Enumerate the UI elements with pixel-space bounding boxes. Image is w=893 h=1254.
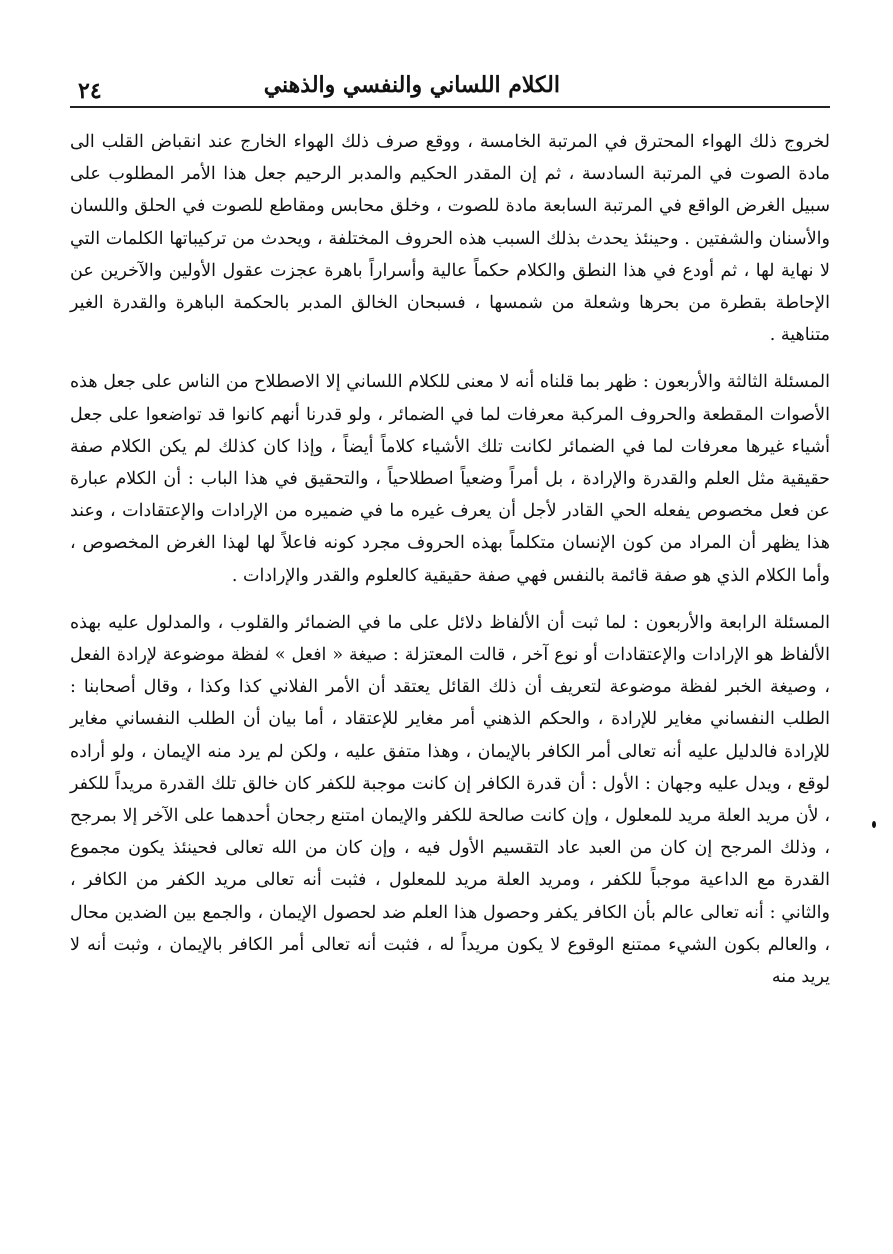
running-title: الكلام اللساني والنفسي والذهني — [263, 72, 560, 98]
running-header — [70, 60, 830, 108]
paragraph-3: المسئلة الرابعة والأربعون : لما ثبت أن الألفاظ دلائل على ما في الضمائر والقلوب ، والمدلول عليه بهذه الألفاظ هو الإرادات والإعتقادات أو نوع آخر ، قالت المعتزلة : صيغة « افعل » لفظة موضوعة لإرادة الفعل ، وصيغة الخبر لفظة موضوعة لتعريف أن ذلك القائل يعتقد أن الأمر الفلاني كذا وكذا ، وقال أصحابنا : الطلب النفساني مغاير للإرادة ، والحكم الذهني أمر مغاير للإعتقاد ، أما بيان أن الطلب النفساني مغاير للإرادة فالدليل عليه أنه تعالى أمر الكافر بالإيمان ، وهذا متفق عليه ، ولكن لم يرد منه الإيمان ، ولو أراده لوقع ، ويدل عليه وجهان : الأول : أن قدرة الكافر إن كانت موجبة للكفر كان خالق تلك القدرة مريداً للكفر ، لأن مريد العلة مريد للمعلول ، وإن كانت صالحة للكفر والإيمان امتنع رجحان أحدهما على الآخر إلا بمرجح ، وذلك المرجح إن كان من العبد عاد التقسيم الأول فيه ، وإن كان من الله تعالى فحينئذ يكون مجموع القدرة مع الداعية موجباً للكفر ، ومريد العلة مريد للمعلول ، فثبت أنه تعالى مريد الكفر من الكافر ، والثاني : أنه تعالى عالم بأن الكافر يكفر وحصول هذا العلم ضد لحصول الإيمان ، والجمع بين الضدين محال ، والعالم بكون الشيء ممتنع الوقوع لا يكون مريداً له ، فثبت أنه تعالى أمر الكافر بالإيمان ، وثبت أنه لا يريد منه — [70, 612, 830, 988]
page-number: ٢٤ — [78, 78, 102, 104]
paragraph-2: المسئلة الثالثة والأربعون : ظهر بما قلناه أنه لا معنى للكلام اللساني إلا الاصطلاح من الناس على جعل هذه الأصوات المقطعة والحروف المركبة معرفات لما في الضمائر ، ولو قدرنا أنهم كانوا قد تواضعوا على جعل أشياء غيرها معرفات لما في الضمائر لكانت تلك الأشياء كلاماً أيضاً ، وإذا كان كذلك لم يكن الكلام صفة حقيقية مثل العلم والقدرة والإرادة ، بل أمراً وضعياً اصطلاحياً ، والتحقيق في هذا الباب : أن الكلام عبارة عن فعل مخصوص يفعله الحي القادر لأجل أن يعرف غيره ما في ضميره من الإرادات والإعتقادات ، وعند هذا يظهر أن المراد من كون الإنسان متكلماً بهذه الحروف مجرد كونه فاعلاً لها لهذا الغرض المخصوص ، وأما الكلام الذي هو صفة قائمة بالنفس فهي صفة حقيقية كالعلوم والقدر والإرادات . — [70, 372, 830, 586]
paragraph-1: لخروج ذلك الهواء المحترق في المرتبة الخامسة ، ووقع صرف ذلك الهواء الخارج عند انقباض القلب الى مادة الصوت في المرتبة السادسة ، ثم إن المقدر الحكيم والمدبر الرحيم جعل هذا الأمر المطلوب على سبيل الغرض الواقع في المرتبة السابعة مادة للصوت ، وخلق محابس ومقاطع للصوت في الحلق واللسان والأسنان والشفتين . وحينئذ يحدث بذلك السبب هذه الحروف المختلفة ، ويحدث من تركيباتها الكلمات التي لا نهاية لها ، ثم أودع في هذا النطق والكلام حكماً عالية وأسراراً باهرة عجزت عقول الأولين والآخرين عن الإحاطة بقطرة من بحرها وشعلة من شمسها ، فسبحان الخالق المدبر بالحكمة الباهرة والقدرة الغير متناهية . — [70, 132, 830, 346]
ink-speck — [872, 821, 876, 828]
page-body — [70, 126, 830, 993]
header-rule — [70, 106, 830, 108]
